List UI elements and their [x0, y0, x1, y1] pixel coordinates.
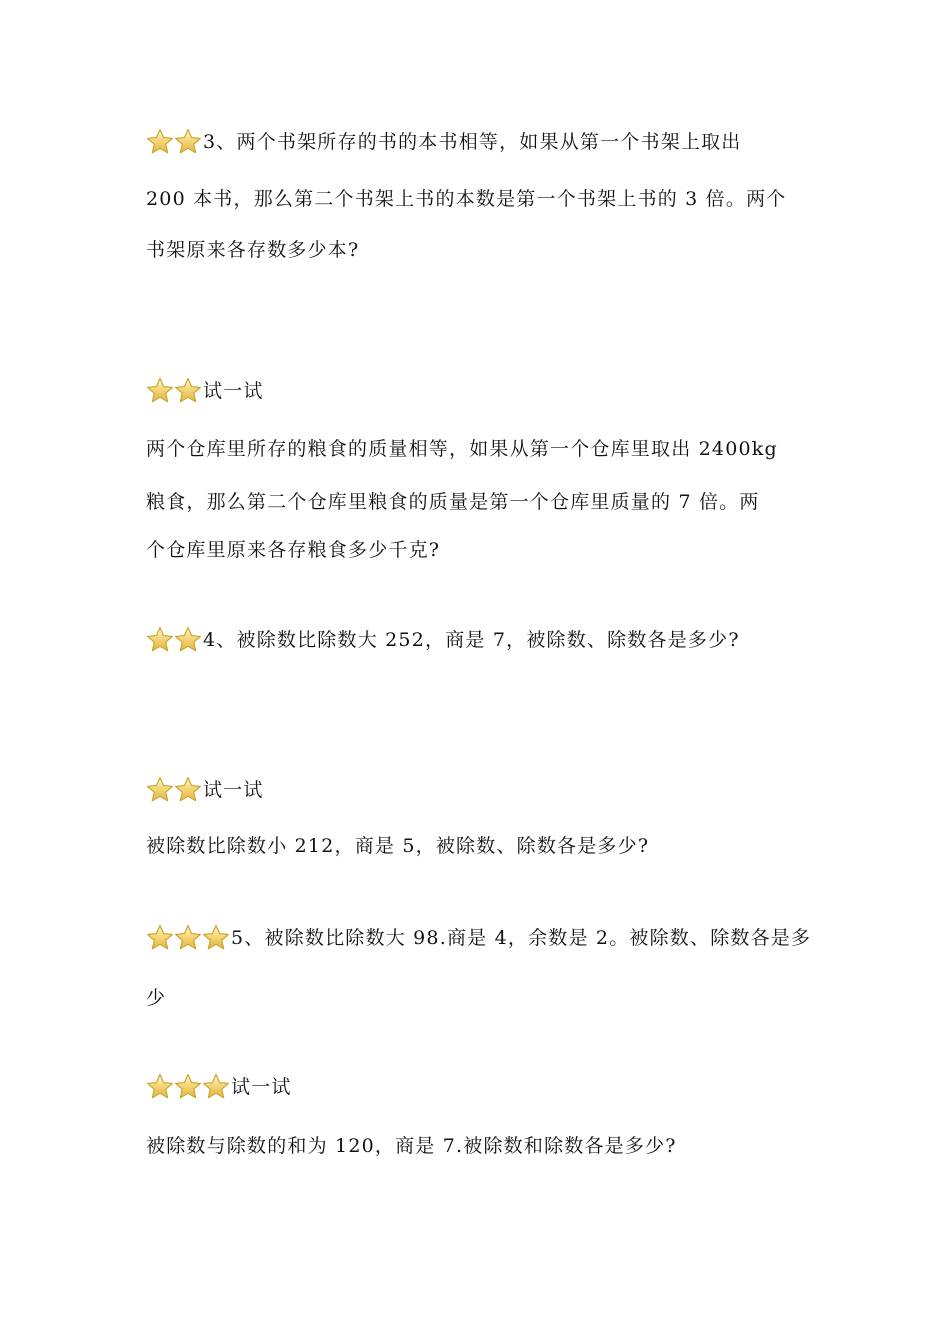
star-icon	[146, 626, 174, 653]
star-icon	[146, 128, 174, 155]
try-it-heading	[146, 776, 264, 803]
problem-3-line-2: 200 本书，那么第二个书架上书的本数是第一个书架上书的 3 倍。两个	[146, 188, 787, 210]
problem-5-line-1	[146, 924, 811, 951]
difficulty-stars	[146, 626, 202, 653]
star-icon	[202, 1073, 230, 1100]
try-it-1-line-1: 两个仓库里所存的粮食的质量相等，如果从第一个仓库里取出 2400kg	[146, 438, 778, 460]
problem-3-line-1	[146, 128, 742, 155]
problem-text: 3、两个书架所存的书的本书相等，如果从第一个书架上取出	[203, 130, 742, 153]
heading-text: 试一试	[231, 1075, 292, 1098]
problem-text: 5、被除数比除数大 98.商是 4，余数是 2。被除数、除数各是多	[231, 926, 812, 949]
star-icon	[146, 776, 174, 803]
try-it-1-line-3: 个仓库里原来各存粮食多少千克?	[146, 539, 441, 561]
problem-4-line-1	[146, 626, 740, 653]
star-icon	[146, 377, 174, 404]
star-icon	[174, 128, 202, 155]
star-icon	[174, 377, 202, 404]
star-icon	[146, 1073, 174, 1100]
try-it-heading	[146, 377, 264, 404]
star-icon	[174, 1073, 202, 1100]
star-icon	[202, 924, 230, 951]
difficulty-stars	[146, 924, 230, 951]
try-it-3-line-1: 被除数与除数的和为 120，商是 7.被除数和除数各是多少?	[146, 1135, 677, 1157]
problem-text: 4、被除数比除数大 252，商是 7，被除数、除数各是多少?	[203, 628, 740, 651]
difficulty-stars	[146, 128, 202, 155]
star-icon	[174, 626, 202, 653]
star-icon	[174, 776, 202, 803]
heading-text: 试一试	[203, 778, 264, 801]
star-icon	[146, 924, 174, 951]
problem-3-line-3: 书架原来各存数多少本?	[146, 239, 360, 261]
difficulty-stars	[146, 377, 202, 404]
difficulty-stars	[146, 776, 202, 803]
difficulty-stars	[146, 1073, 230, 1100]
try-it-2-line-1: 被除数比除数小 212，商是 5，被除数、除数各是多少?	[146, 835, 650, 857]
heading-text: 试一试	[203, 379, 264, 402]
try-it-heading	[146, 1073, 292, 1100]
try-it-1-line-2: 粮食，那么第二个仓库里粮食的质量是第一个仓库里质量的 7 倍。两	[146, 491, 760, 513]
problem-5-line-2: 少	[146, 987, 167, 1009]
star-icon	[174, 924, 202, 951]
